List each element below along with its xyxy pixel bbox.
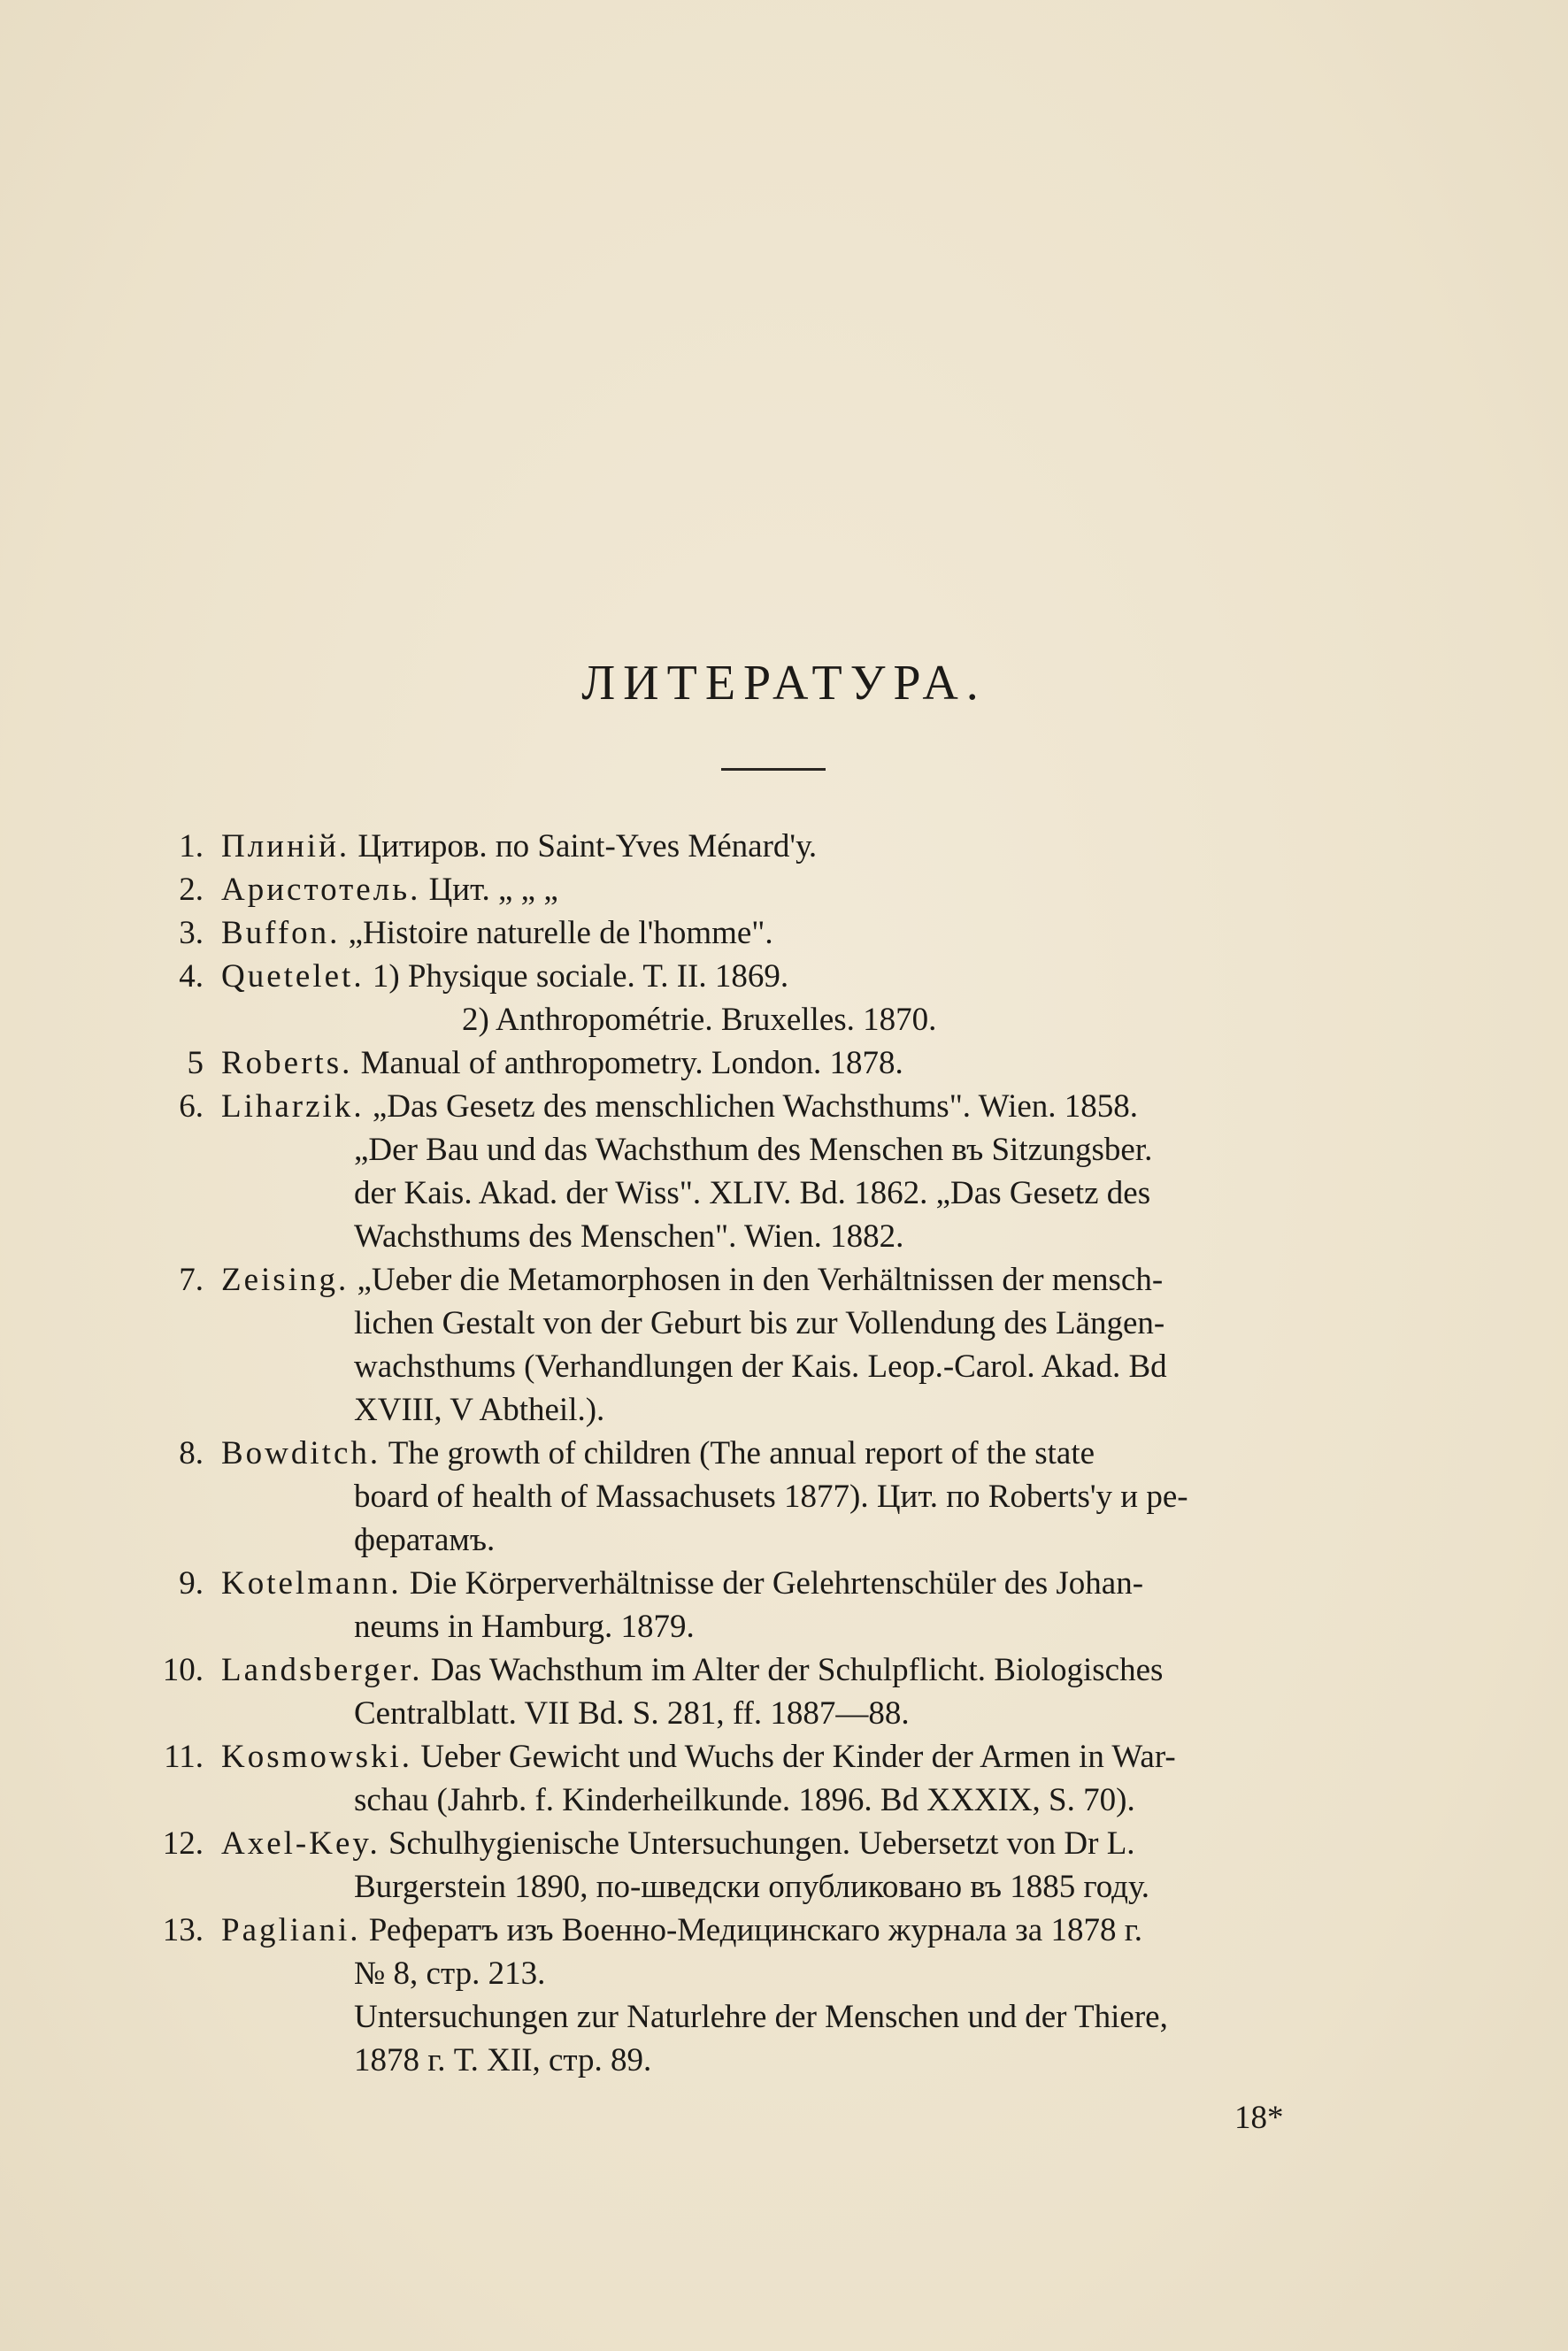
entry-text: Das Wachsthum im Alter der Schulpflicht. Biologisches <box>430 1652 1164 1688</box>
bibliography-entry <box>0 1562 1568 1648</box>
entry-text: Цитиров. по Saint-Yves Ménard'у. <box>357 828 818 864</box>
entry-author: Buffon. <box>221 915 341 951</box>
entry-number: 4. <box>179 958 204 995</box>
entry-continuation: Centralblatt. VII Bd. S. 281, ff. 1887—88. <box>354 1695 910 1732</box>
entry-author: Roberts. <box>221 1045 353 1081</box>
entry-continuation: XVIII, V Abtheil.). <box>354 1392 605 1428</box>
entry-continuation: фератамъ. <box>354 1522 496 1558</box>
bibliography-entry <box>0 1041 1568 1085</box>
entry-continuation: № 8, стр. 213. <box>354 1955 546 1992</box>
bibliography-entry <box>0 911 1568 955</box>
entry-text: „Histoire naturelle de l'homme". <box>348 915 773 951</box>
entry-text: Рефератъ изъ Военно-Медицинскаго журнала за 1878 г. <box>368 1912 1142 1948</box>
entry-author: Quetelet. <box>221 958 365 995</box>
bibliography-entry <box>0 1085 1568 1258</box>
entry-author: Плиній. <box>221 828 350 864</box>
entry-text: 1) Physique sociale. T. II. 1869. <box>372 958 789 995</box>
bibliography-entry <box>0 1822 1568 1909</box>
entry-continuation: schau (Jahrb. f. Kinderheilkunde. 1896. Bd XXXIX, S. 70). <box>354 1782 1135 1818</box>
entry-text: Manual of anthropometry. London. 1878. <box>360 1045 903 1081</box>
entry-number: 13. <box>162 1912 204 1948</box>
entry-number: 5 <box>187 1045 204 1081</box>
entry-number: 8. <box>179 1435 204 1471</box>
entry-continuation: board of health of Massachusets 1877). Цит. по Roberts'у и ре- <box>354 1479 1188 1515</box>
entry-author: Landsberger. <box>221 1652 423 1688</box>
entry-author: Axel-Key. <box>221 1825 380 1862</box>
entry-author: Аристотель. <box>221 872 421 908</box>
entry-continuation: der Kais. Akad. der Wiss". XLIV. Bd. 1862. „Das Gesetz des <box>354 1175 1151 1211</box>
entry-number: 6. <box>179 1088 204 1125</box>
entry-number: 11. <box>164 1739 204 1775</box>
bibliography-list <box>0 825 1568 2082</box>
entry-number: 3. <box>179 915 204 951</box>
entry-number: 2. <box>179 872 204 908</box>
entry-author: Zeising. <box>221 1262 350 1298</box>
entry-text: Цит. „ „ „ <box>428 872 558 908</box>
entry-continuation: Wachsthums des Menschen". Wien. 1882. <box>354 1218 904 1255</box>
bibliography-entry <box>0 825 1568 868</box>
entry-number: 12. <box>162 1825 204 1862</box>
entry-text: „Ueber die Metamorphosen in den Verhältnissen der mensch- <box>357 1262 1164 1298</box>
entry-author: Kosmowski. <box>221 1739 413 1775</box>
entry-number: 7. <box>179 1262 204 1298</box>
entry-number: 1. <box>179 828 204 864</box>
entry-continuation: lichen Gestalt von der Geburt bis zur Vollendung des Längen- <box>354 1305 1165 1341</box>
entry-text: The growth of children (The annual report of the state <box>388 1435 1095 1471</box>
entry-continuation: 1878 г. Т. XII, стр. 89. <box>354 2042 652 2078</box>
entry-author: Liharzik. <box>221 1088 365 1125</box>
entry-number: 9. <box>179 1565 204 1602</box>
entry-text: Schulhygienische Untersuchungen. Uebersetzt von Dr L. <box>388 1825 1135 1862</box>
bibliography-entry <box>0 868 1568 911</box>
entry-continuation: „Der Bau und das Wachsthum des Menschen въ Sitzungsber. <box>354 1132 1153 1168</box>
entry-author: Kotelmann. <box>221 1565 402 1602</box>
bibliography-entry <box>0 955 1568 1041</box>
entry-author: Bowditch. <box>221 1435 381 1471</box>
entry-continuation: Untersuchungen zur Naturlehre der Menschen und der Thiere, <box>354 1999 1168 2035</box>
bibliography-entry <box>0 1648 1568 1735</box>
bibliography-entry <box>0 1258 1568 1432</box>
page-title: ЛИТЕРАТУРА. <box>581 656 987 711</box>
entry-text: Die Körperverhältnisse der Gelehrtenschüler des Johan- <box>409 1565 1144 1602</box>
page-number: 18* <box>1234 2100 1284 2136</box>
entry-number: 10. <box>162 1652 204 1688</box>
entry-author: Pagliani. <box>221 1912 361 1948</box>
bibliography-entry <box>0 1909 1568 2082</box>
entry-continuation: Burgerstein 1890, по-шведски опубликовано въ 1885 году. <box>354 1869 1150 1905</box>
title-rule <box>721 768 826 771</box>
entry-sub-line: 2) Anthropométrie. Bruxelles. 1870. <box>462 1002 937 1038</box>
bibliography-entry <box>0 1735 1568 1822</box>
entry-text: „Das Gesetz des menschlichen Wachsthums". Wien. 1858. <box>372 1088 1139 1125</box>
entry-continuation: wachsthums (Verhandlungen der Kais. Leop.-Carol. Akad. Bd <box>354 1348 1167 1385</box>
entry-continuation: neums in Hamburg. 1879. <box>354 1609 695 1645</box>
entry-text: Ueber Gewicht und Wuchs der Kinder der Armen in War- <box>420 1739 1176 1775</box>
bibliography-entry <box>0 1432 1568 1562</box>
